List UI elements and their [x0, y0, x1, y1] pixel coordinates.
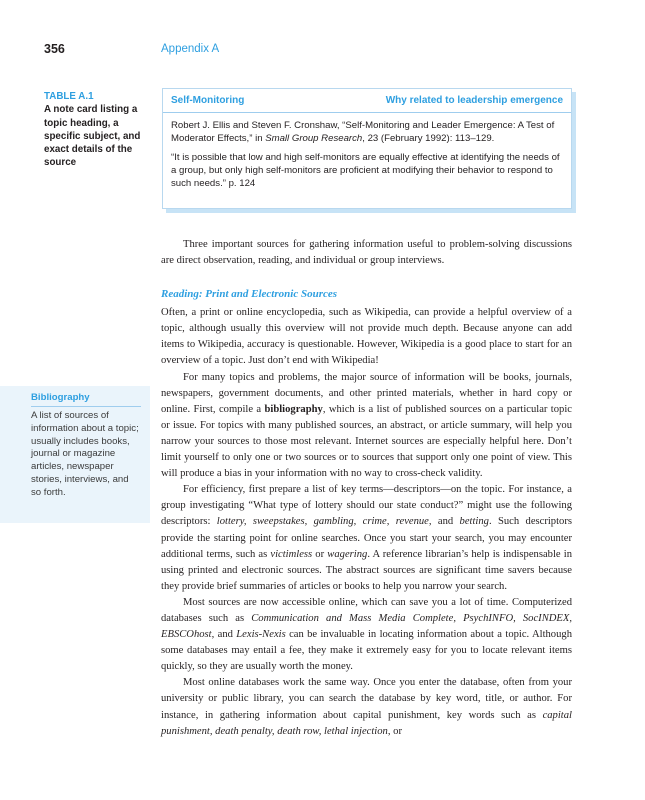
text-run: or — [312, 548, 328, 560]
running-head: Appendix A — [161, 43, 220, 55]
note-card-reference — [163, 113, 571, 145]
reference-journal: Small Group Research — [265, 133, 363, 144]
section-heading: Reading: Print and Electronic Sources — [161, 288, 338, 301]
key-term: bibliography — [264, 403, 323, 415]
reference-text: Robert J. Ellis and Steven F. Cronshaw, “Self-Monitoring and Leader Emergence: A Test of Moderator Effects,” in — [171, 120, 555, 144]
paragraph — [161, 675, 572, 739]
margin-divider — [31, 406, 141, 407]
text-run: . A reference librarian’s help is indispensable in using printed and electronic sources. The abstract sources are significant time savers because they provide brief summaries of articles or books to help you narrow your search. — [161, 548, 573, 592]
paragraph: Often, a print or online encyclopedia, such as Wikipedia, can provide a helpful overview of a topic, although usually this overview will not provide much depth. Because anyone can add items to Wikipedia, accuracy is questionable. However, Wikipedia is a good place to start for an overview of a topic. Just don’t end with Wikipedia! — [161, 307, 572, 367]
italic-text: capital punishment, death penalty, death row, lethal injection — [161, 709, 572, 737]
margin-term: Bibliography — [31, 392, 90, 403]
table-caption — [44, 90, 154, 170]
paragraph — [161, 370, 572, 483]
italic-text: betting — [459, 516, 489, 528]
table-label: TABLE A.1 — [44, 91, 94, 102]
text-run: . Such descriptors provide the starting point for online searches. Once you start your search, you may encounter additional terms, such as — [161, 516, 572, 560]
text-run: , or — [387, 725, 402, 737]
text-run: For efficiency, first prepare a list of key terms—descriptors—on the topic. For instance, a group investigating “What type of lottery should our state conduct?” might use the following descriptors: — [161, 484, 572, 528]
body-text — [161, 237, 572, 740]
margin-definition-text: A list of sources of information about a topic; usually includes books, journal or magazine articles, newspaper stories, interviews, and so forth. — [31, 410, 139, 498]
note-card-header — [163, 89, 571, 109]
text-run: For many topics and problems, the major source of information will be books, journals, newspapers, government documents, and other printed materials, whether in hard copy or online. First, compile a — [161, 371, 572, 415]
table-caption-text: A note card listing a topic heading, a specific subject, and exact details of the source — [44, 104, 141, 169]
text-run: and — [431, 516, 460, 528]
italic-text: Lexis-Nexis — [236, 629, 286, 641]
reference-details: , 23 (February 1992): 113–129. — [362, 133, 495, 144]
page-number: 356 — [44, 42, 65, 56]
italic-text: victimless — [270, 548, 313, 560]
text-run: , which is a list of published sources on a particular topic or issue. For topics with many published sources, an abstract, or article summary, will help you narrow your sources to those most relevant. Internet sources are especially helpful here. Don’t limit yourself to only one or two sources or to sources that support only one point of view. This will produce a bias in your information with no way to cross-check validity. — [161, 403, 572, 480]
note-card-quote: “It is possible that low and high self-monitors are equally effective at identifying the needs of a group, but only high self-monitors are proficient at modifying their behavior to respond to such needs.” p. 124 — [171, 152, 560, 189]
paragraph — [161, 482, 572, 595]
italic-text: wagering — [327, 548, 368, 560]
text-run: can be invaluable in locating information about a topic. Although some databases may entail a fee, they make it extremely easy for you to locate relevant items quickly, so they are usually worth the money. — [161, 629, 572, 673]
italic-text: lottery, sweepstakes, gambling, crime, revenue, — [216, 516, 432, 528]
note-card-subject: Why related to leadership emergence — [385, 95, 563, 106]
paragraph: Three important sources for gathering information useful to problem-solving discussions are direct observation, reading, and individual or group interviews. — [161, 239, 572, 267]
note-card — [162, 88, 572, 209]
margin-definition — [0, 386, 150, 523]
text-run: Most online databases work the same way. Once you enter the database, often from your university or public library, you can search the database by key word, title, or author. For instance, in gathering information about capital punishment, key words such as — [161, 677, 572, 721]
text-run: Most sources are now accessible online, which can save you a lot of time. Computerized databases such as — [161, 596, 572, 624]
text-run: and — [214, 629, 237, 641]
paragraph — [161, 595, 572, 675]
italic-text: Communication and Mass Media Complete, PsychINFO, SocINDEX, EBSCOhost, — [161, 612, 573, 641]
note-card-topic: Self-Monitoring — [171, 95, 245, 106]
